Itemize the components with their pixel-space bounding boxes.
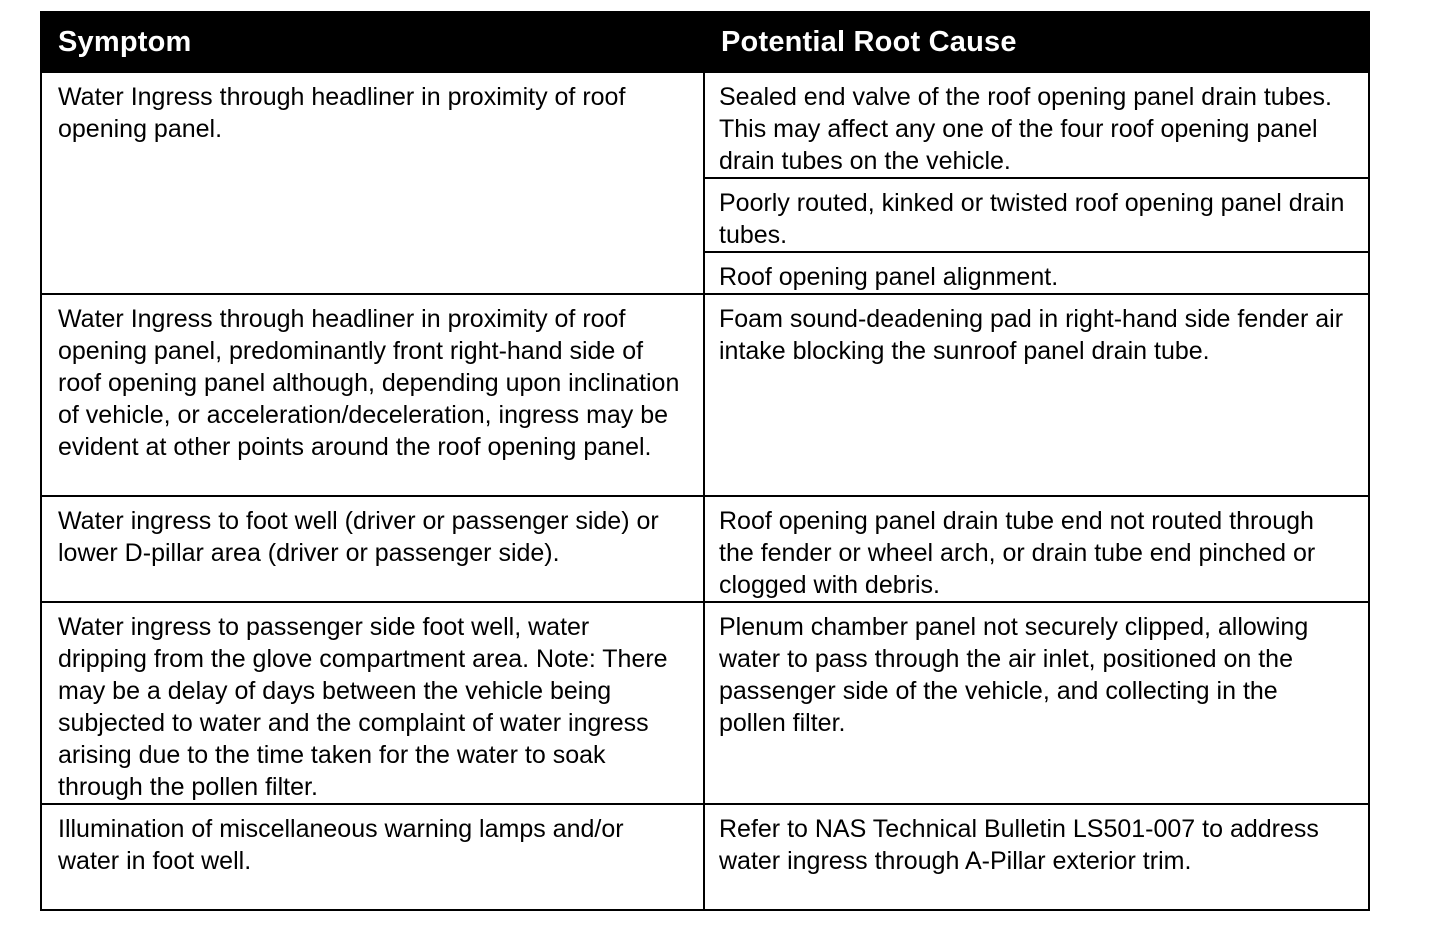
table-row xyxy=(41,496,1369,602)
table-row xyxy=(41,72,1369,178)
root-cause-cell: Roof opening panel drain tube end not routed through the fender or wheel arch, or drain tube end pinched or clogged with debris. xyxy=(704,496,1369,602)
symptom-cell: Water Ingress through headliner in proximity of roof opening panel, predominantly front right-hand side of roof opening panel although, depending upon inclination of vehicle, or acceleration/deceleration, ingress may be evident at other points around the roof opening panel. xyxy=(41,294,704,496)
symptom-cell: Water ingress to passenger side foot well, water dripping from the glove compartment area. Note: There may be a delay of days between the vehicle being subjected to water and the complaint of water ingress arising due to the time taken for the water to soak through the pollen filter. xyxy=(41,602,704,804)
symptom-cell: Water Ingress through headliner in proximity of roof opening panel. xyxy=(41,72,704,294)
table-row xyxy=(41,294,1369,496)
root-cause-cell: Plenum chamber panel not securely clipped, allowing water to pass through the air inlet, positioned on the passenger side of the vehicle, and collecting in the pollen filter. xyxy=(704,602,1369,804)
symptom-cell: Water ingress to foot well (driver or passenger side) or lower D-pillar area (driver or passenger side). xyxy=(41,496,704,602)
header-root-cause: Potential Root Cause xyxy=(704,12,1369,72)
root-cause-cell: Sealed end valve of the roof opening panel drain tubes. This may affect any one of the four roof opening panel drain tubes on the vehicle. xyxy=(704,72,1369,178)
table-row xyxy=(41,602,1369,804)
symptom-cell: Illumination of miscellaneous warning lamps and/or water in foot well. xyxy=(41,804,704,910)
header-symptom: Symptom xyxy=(41,12,704,72)
root-cause-cell: Roof opening panel alignment. xyxy=(704,252,1369,294)
root-cause-cell: Foam sound-deadening pad in right-hand side fender air intake blocking the sunroof panel drain tube. xyxy=(704,294,1369,496)
diagnosis-table xyxy=(40,11,1370,911)
root-cause-cell: Refer to NAS Technical Bulletin LS501-007 to address water ingress through A-Pillar exterior trim. xyxy=(704,804,1369,910)
header-row xyxy=(41,12,1369,72)
root-cause-cell: Poorly routed, kinked or twisted roof opening panel drain tubes. xyxy=(704,178,1369,252)
table-row xyxy=(41,804,1369,910)
